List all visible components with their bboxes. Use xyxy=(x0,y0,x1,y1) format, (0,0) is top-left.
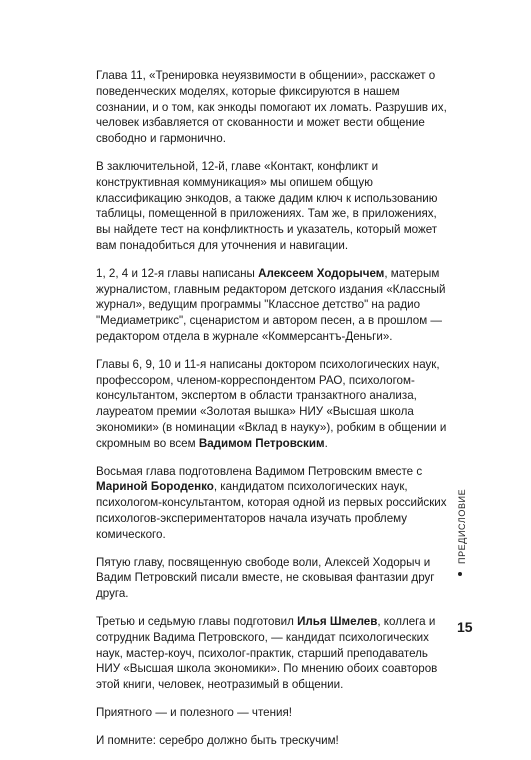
body-text xyxy=(96,68,447,760)
paragraph xyxy=(96,733,447,749)
paragraph-text: И помните: серебро должно быть трескучим! xyxy=(96,733,339,747)
paragraph xyxy=(96,614,447,693)
paragraph-text: Приятного — и полезного — чтения! xyxy=(96,705,292,719)
paragraph-text: , матерым журналистом, главным редактором детского издания «Классный журнал», ведущим программы "Классное детство" на радио "Медиаметрикс", сценаристом и автором песен, а в прошлом — редактором отдела в журнале «Коммерсантъ-Деньги». xyxy=(96,266,446,343)
paragraph-text: Глава 11, «Тренировка неуязвимости в общении», расскажет о поведенческих моделях, которые фиксируются в нашем сознании, и о том, как энкоды помогают их ломать. Разрушив их, человек избавляется от скованности и может вести общение свободно и гармонично. xyxy=(96,69,447,146)
paragraph-text: В заключительной, 12-й, главе «Контакт, конфликт и конструктивная коммуникация» мы опишем общую классификацию энкодов, а также дадим ключ к использованию таблицы, помещенной в приложениях. Там же, в приложениях, вы найдете тест на конфликтность и указатель, который может вам понадобиться для уточнения и навигации. xyxy=(96,159,438,252)
running-head xyxy=(454,488,474,578)
paragraph xyxy=(96,555,447,602)
paragraph-text: , коллега и сотрудник Вадима Петровского, — кандидат психологических наук, мастер-коуч, психолог-практик, старший преподаватель НИУ «Высшая школа экономики». По мнению обоих соавторов этой книги, человек, неотразимый в общении. xyxy=(96,614,438,692)
author-name: Илья Шмелев xyxy=(297,614,378,628)
author-name: Алексеем Ходорычем xyxy=(258,266,385,280)
paragraph xyxy=(96,159,447,254)
author-name: Мариной Бороденко xyxy=(96,480,214,494)
page-number: 15 xyxy=(457,619,473,635)
paragraph xyxy=(96,705,447,721)
paragraph-text: Восьмая глава подготовлена Вадимом Петровским вместе с xyxy=(96,464,423,478)
paragraph xyxy=(96,266,447,345)
paragraph xyxy=(96,357,447,452)
paragraph-text: Главы 6, 9, 10 и 11-я написаны доктором психологических наук, профессором, членом-корреспондентом РАО, психологом-консультантом, экспертом в области транзактного анализа, лауреатом премии «Золотая вышка» НИУ «Высшая школа экономики» (в номинации «Вклад в науку»), робким в общении и скромным во всем xyxy=(96,357,447,450)
paragraph-text: 1, 2, 4 и 12-я главы написаны xyxy=(96,266,259,280)
author-name: Вадимом Петровским xyxy=(198,436,325,450)
bullet-dot xyxy=(458,572,462,576)
paragraph xyxy=(96,464,447,543)
paragraph xyxy=(96,68,447,147)
section-label: ПРЕДИСЛОВИЕ xyxy=(457,488,467,564)
paragraph-text: . xyxy=(324,436,328,450)
paragraph-text: Пятую главу, посвященную свободе воли, Алексей Ходорыч и Вадим Петровский писали вместе, не сковывая фантазии друг друга. xyxy=(96,555,435,601)
paragraph-text: Третью и седьмую главы подготовил xyxy=(96,614,298,628)
paragraph-text: , кандидатом психологических наук, психологом-консультантом, которая одной из первых российских психологов-экспериментаторов начала изучать проблему комического. xyxy=(96,480,447,541)
